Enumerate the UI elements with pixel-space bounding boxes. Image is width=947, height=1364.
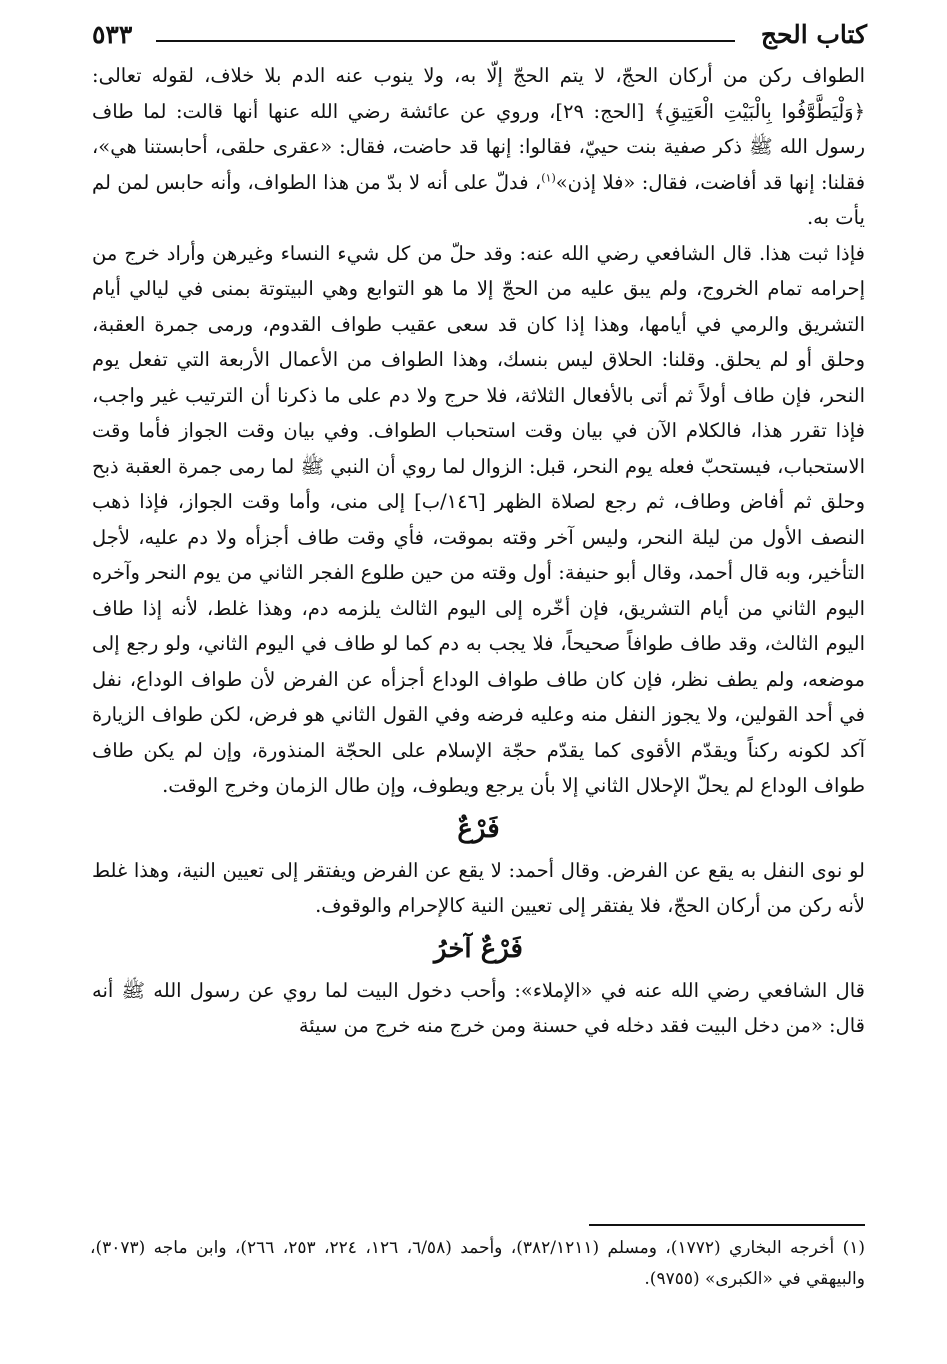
footnote-1: (١) أخرجه البخاري (١٧٧٢)، ومسلم (٣٨٢/١٢١١)، وأحمد (٦/٥٨، ١٢٦، ٢٢٤، ٢٥٣، ٢٦٦)، وابن ماجه (٣٠٧٣)، والبيهقي في «الكبرى» (٩٧٥٥). — [90, 1238, 866, 1289]
paragraph-1-text-end: ، فدلّ على أنه لا بدّ من هذا الطواف، وأنه حابس لمن لم يأت به. — [92, 170, 865, 229]
paragraph-4: قال الشافعي رضي الله عنه في «الإملاء»: وأحب دخول البيت لما روي عن رسول الله ﷺ أنه قال: «من دخل البيت فقد دخله في حسنة ومن خرج منه خرج من سيئة — [92, 978, 865, 1037]
footnote-separator — [589, 1224, 865, 1226]
footnotes — [90, 1233, 865, 1295]
page-header — [92, 18, 867, 52]
paragraph-3: لو نوى النفل به يقع عن الفرض. وقال أحمد: لا يقع عن الفرض ويفتقر إلى تعيين النية، وهذا غلط لأنه ركن من أركان الحجّ، فلا يفتقر إلى تعيين النية كالإحرام والوقوف. — [92, 858, 865, 917]
page-number: ٥٣٣ — [92, 20, 133, 49]
running-title: كتاب الحج — [760, 20, 867, 49]
main-text — [92, 58, 865, 1044]
footnote-marker: (١) — [541, 171, 556, 184]
paragraph-1 — [92, 58, 865, 236]
paragraph-1-text: الطواف ركن من أركان الحجّ، لا يتم الحجّ إلّا به، ولا ينوب عنه الدم بلا خلاف، لقوله تعالى: ﴿وَلْيَطَّوَّفُوا بِالْبَيْتِ الْعَتِيقِ﴾ [الحج: ٢٩]، وروي عن عائشة رضي الله عنها أنها قالت: لما طاف رسول الله ﷺ ذكر صفية بنت حييّ، فقالوا: إنها قد حاضت، فقال: «عقرى حلقى، أحابستنا هي»، فقلنا: إنها قد أفاضت، فقال: «فلا إذن» — [92, 64, 866, 194]
section-heading-far: فَرْعٌ — [457, 813, 500, 844]
paragraph-2: فإذا ثبت هذا. قال الشافعي رضي الله عنه: وقد حلّ من كل شيء النساء وغيرهن وأراد خرج من إحرامه تمام الخروج، ولم يبق عليه من الحجّ إلا ما هو التوابع وهي البيتوتة بمنى في ليالي أيام التشريق والرمي في أيامها، وهذا إذا كان قد سعى عقيب طواف القدوم، ورمى جمرة العقبة، وحلق أو لم يحلق. وقلنا: الحلاق ليس بنسك، وهذا الطواف من الأعمال الأربعة التي تفعل يوم النحر، فإن طاف أولاً ثم أتى بالأفعال الثلاثة، فلا حرج ولا دم على ما ذكرنا أن الترتيب غير واجب، فإذا تقرر هذا، فالكلام الآن في بيان وقت استحباب الطواف. وفي بيان وقت الجواز فأما وقت الاستحباب، فيستحبّ فعله يوم النحر، قبل: الزوال لما روي أن النبي ﷺ لما رمى جمرة العقبة ذبح وحلق ثم أفاض وطاف، ثم رجع لصلاة الظهر [١٤٦/ب] إلى منى، وأما وقت الجواز، فإذا ذهب النصف الأول من ليلة النحر، وليس آخر وقته بموقت، فأي وقت طاف أجزأه ولا دم عليه، لأجل التأخير، وبه قال أحمد، وقال أبو حنيفة: أول وقته من حين طلوع الفجر الثاني من يوم النحر وآخره اليوم الثاني من أيام التشريق، فإن أخّره إلى اليوم الثالث يلزمه دم، وهذا غلط، لأنه إذا طاف اليوم الثالث، وقد طاف طوافاً صحيحاً، فلا يجب به دم كما لو طاف في اليوم الثاني، ولو رجع إلى موضعه، ولم يطف نظر، فإن كان طاف طواف الوداع أجزأه عن الفرض لأن طواف الوداع، نفل في أحد القولين، ولا يجوز النفل منه وعليه فرضه وفي القول الثاني هو فرض، لكن طواف الزيارة آكد لكونه ركناً ويقدّم الأقوى كما يقدّم حجّة الإسلام على الحجّة المنذورة، وإن لم يكن طاف طواف الوداع لم يحلّ الإحلال الثاني إلا بأن يرجع ويطوف، وإن طال الزمان وخرج الوقت. — [92, 241, 865, 797]
section-heading-far-akhar: فَرْعٌ آخرُ — [434, 933, 523, 964]
header-rule — [156, 40, 735, 42]
